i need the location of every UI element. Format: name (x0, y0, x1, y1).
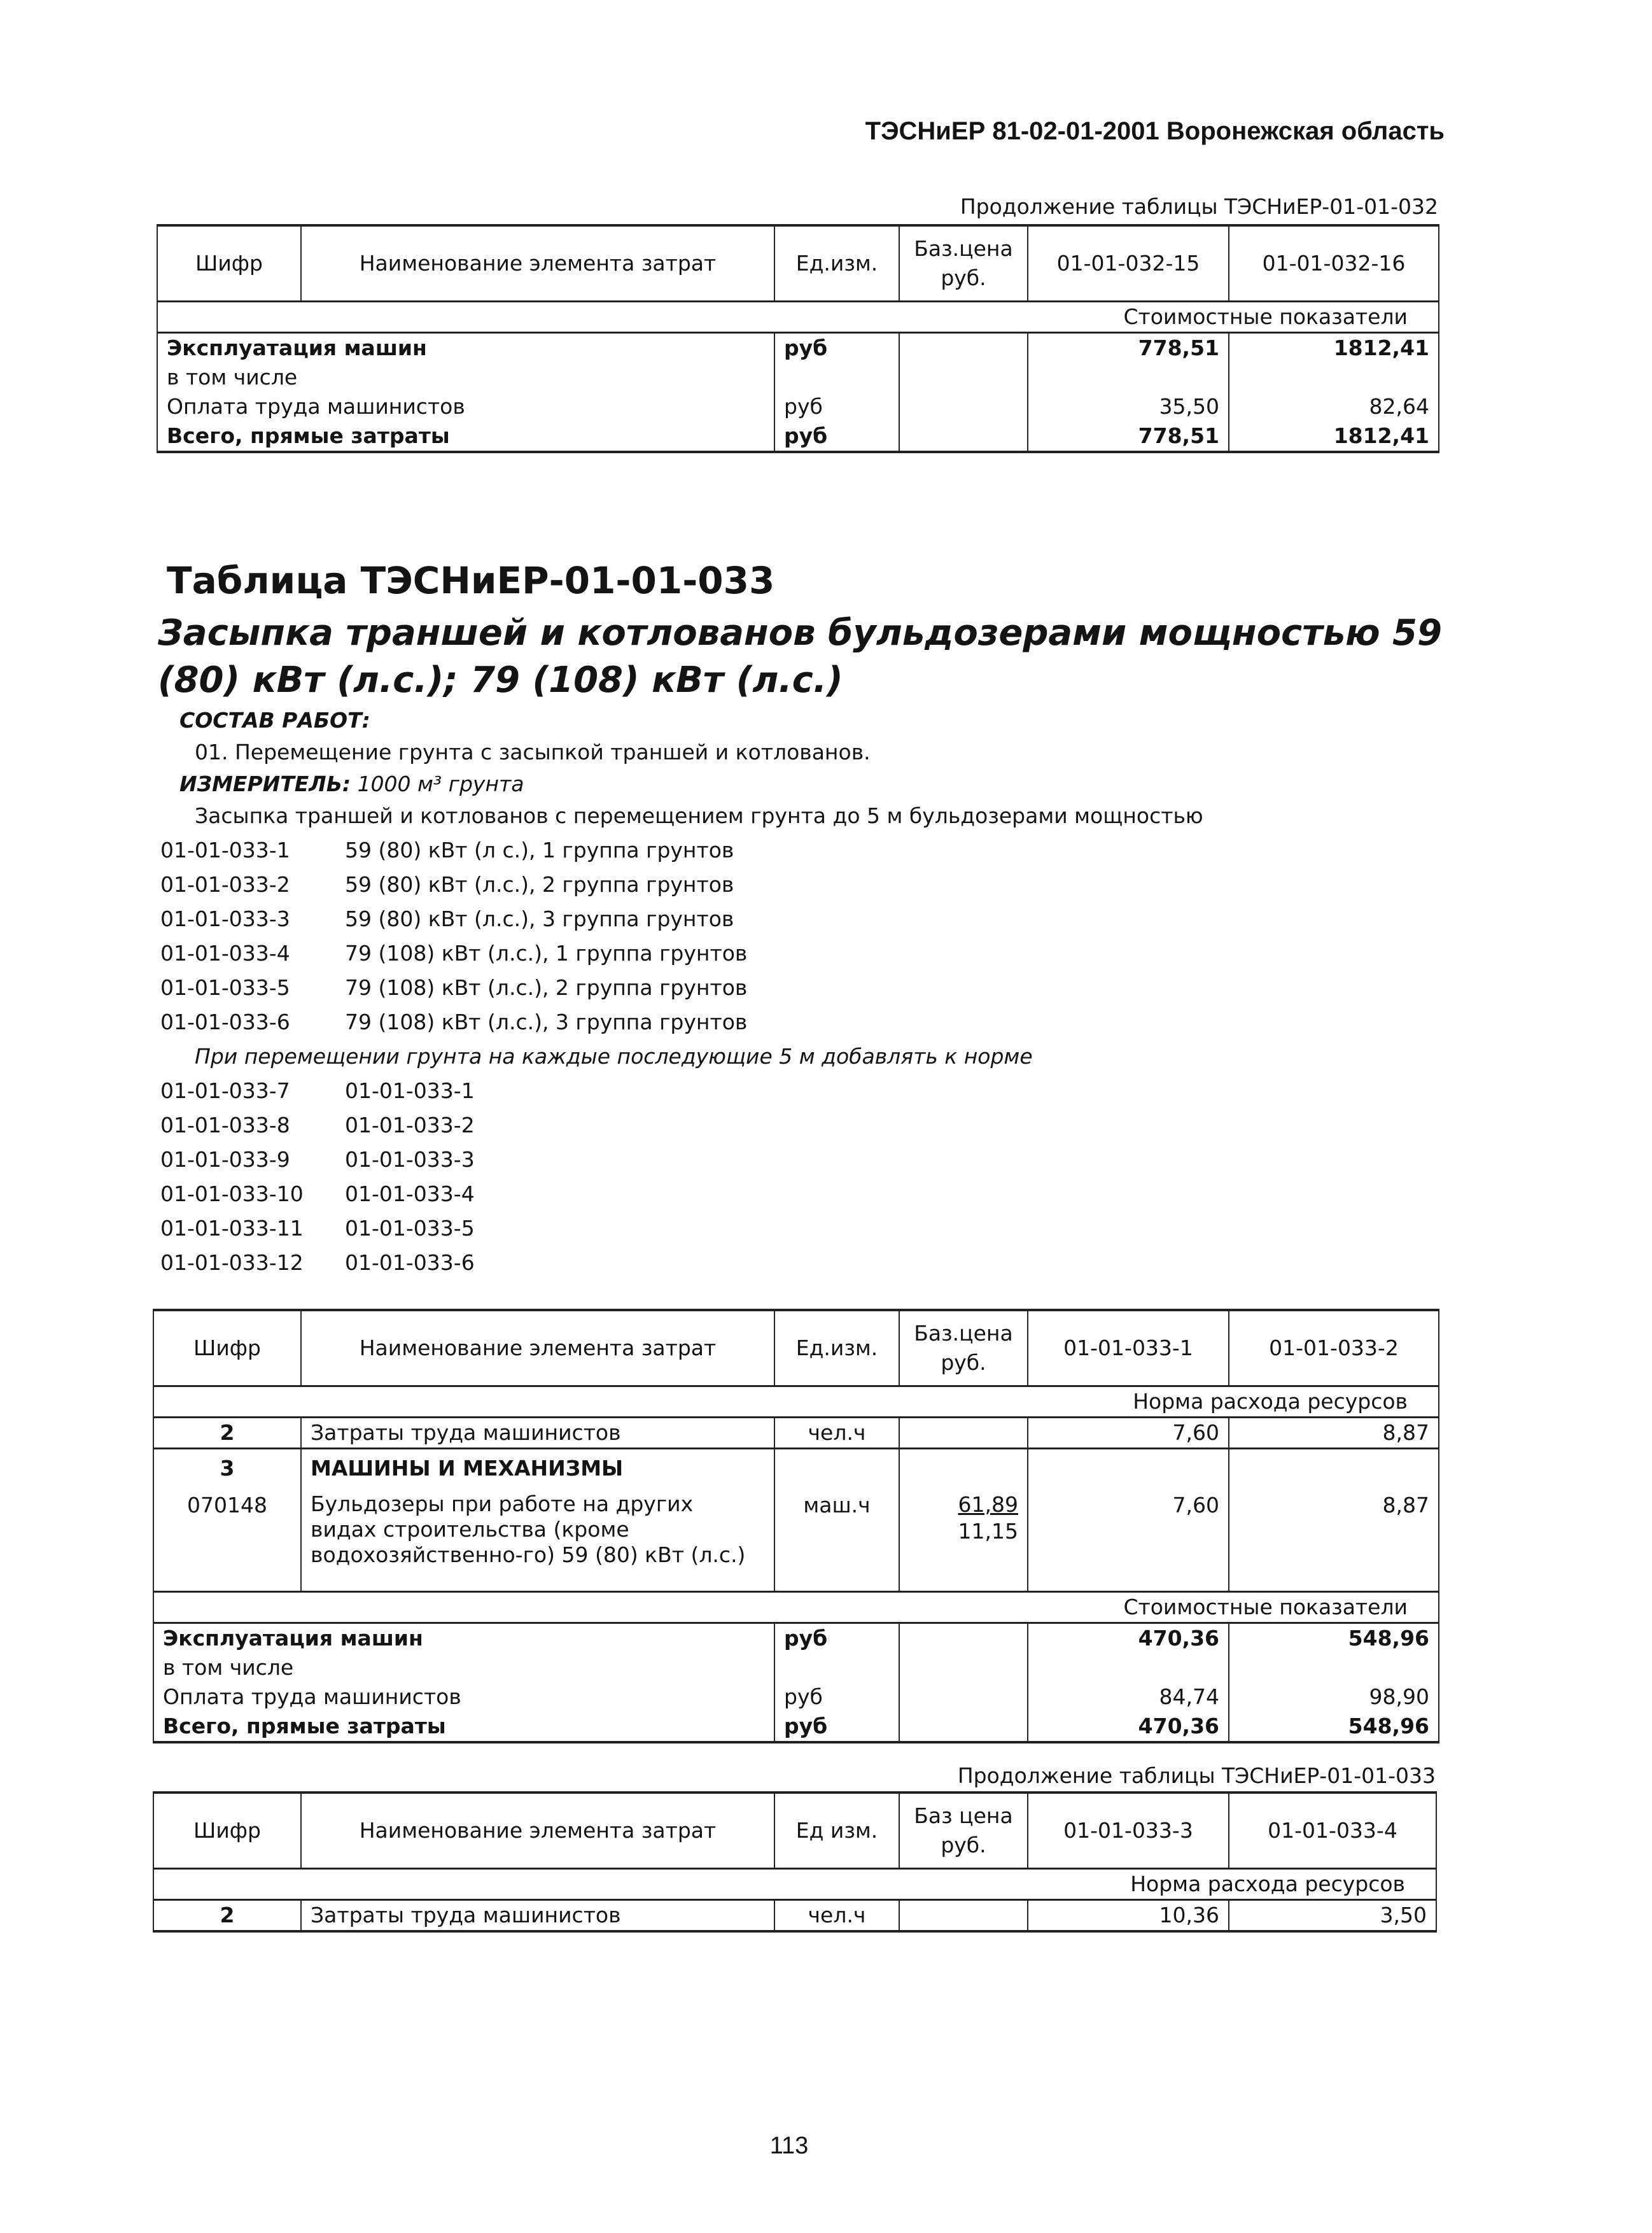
row-value-1: 84,74 (1028, 1682, 1229, 1712)
norm-text: 59 (80) кВт (л с.), 1 группа грунтов (345, 838, 734, 863)
section-label: Стоимостные показатели (153, 1592, 1439, 1623)
norm-code: 01-01-033-3 (160, 906, 290, 931)
norm-text: 59 (80) кВт (л.с.), 2 группа грунтов (345, 872, 734, 897)
measure-line (179, 771, 524, 796)
col-unit-header: Ед.изм. (774, 1310, 899, 1386)
measure-value: 1000 м³ грунта (357, 771, 524, 796)
col-norm2-header: 01-01-033-4 (1229, 1793, 1436, 1869)
table-subtitle: Засыпка траншей и котлованов бульдозерами мощностью 59 (80) кВт (л.с.); 79 (108) кВт (л.с.) (158, 612, 1442, 701)
row-value-1: 778,51 (1028, 333, 1229, 363)
row-name: Всего, прямые затраты (153, 1712, 774, 1742)
table1 (157, 224, 1439, 453)
norm-text: 79 (108) кВт (л.с.), 2 группа грунтов (345, 975, 748, 1000)
norm-code: 01-01-033-11 (160, 1216, 304, 1241)
table1-caption: Продолжение таблицы ТЭСНиЕР-01-01-032 (960, 194, 1438, 219)
row-name: Всего, прямые затраты (157, 421, 774, 452)
table2-header-row (153, 1310, 1439, 1386)
row-value-1: 470,36 (1028, 1623, 1229, 1654)
col-price-header: Баз.цена руб. (899, 225, 1028, 302)
row-value-2: 548,96 (1229, 1712, 1439, 1742)
col-price-header: Баз.цена руб. (899, 1310, 1028, 1386)
table3 (153, 1791, 1437, 1933)
norm-text: 01-01-033-6 (345, 1250, 475, 1275)
row-unit: руб (774, 1712, 899, 1742)
table-row (157, 363, 1439, 392)
table-row (153, 1449, 1439, 1488)
row-unit: руб (774, 1682, 899, 1712)
measure-label: ИЗМЕРИТЕЛЬ: (179, 771, 351, 796)
row-code: 2 (153, 1900, 301, 1932)
col-unit-header: Ед.изм. (774, 225, 899, 302)
col-name-header: Наименование элемента затрат (301, 1793, 774, 1869)
section-label: Норма расхода ресурсов (153, 1386, 1439, 1418)
norms-intro: Засыпка траншей и котлованов с перемещением грунта до 5 м бульдозерами мощностью (195, 803, 1203, 828)
row-name: МАШИНЫ И МЕХАНИЗМЫ (301, 1449, 774, 1488)
row-code: 2 (153, 1418, 301, 1449)
col-code-header: Шифр (153, 1310, 301, 1386)
row-unit: руб (774, 333, 899, 363)
row-value-2: 8,87 (1229, 1488, 1439, 1592)
table2-section-row (153, 1592, 1439, 1623)
running-header: ТЭСНиЕР 81-02-01-2001 Воронежская область (865, 117, 1445, 145)
row-value-1: 7,60 (1028, 1418, 1229, 1449)
norm-code: 01-01-033-10 (160, 1181, 304, 1206)
norm-text: 01-01-033-3 (345, 1147, 475, 1172)
table-row (153, 1712, 1439, 1742)
row-value-2: 1812,41 (1229, 421, 1439, 452)
table3-header-row (153, 1793, 1436, 1869)
norm-text: 59 (80) кВт (л.с.), 3 группа грунтов (345, 906, 734, 931)
row-price (899, 333, 1028, 363)
row-unit: маш.ч (774, 1488, 899, 1592)
table3-caption: Продолжение таблицы ТЭСНиЕР-01-01-033 (957, 1763, 1436, 1788)
row-value-2: 98,90 (1229, 1682, 1439, 1712)
col-code-header: Шифр (153, 1793, 301, 1869)
norm-code: 01-01-033-5 (160, 975, 290, 1000)
row-name: Эксплуатация машин (157, 333, 774, 363)
norm-code: 01-01-033-4 (160, 941, 290, 966)
row-code: 070148 (153, 1488, 301, 1592)
row-unit: руб (774, 1623, 899, 1654)
col-code-header: Шифр (157, 225, 301, 302)
row-code: 3 (153, 1449, 301, 1488)
norm-text: 01-01-033-4 (345, 1181, 475, 1206)
row-value-1: 778,51 (1028, 421, 1229, 452)
table1-header-row (157, 225, 1439, 302)
col-norm1-header: 01-01-033-1 (1028, 1310, 1229, 1386)
section-label: Норма расхода ресурсов (153, 1869, 1436, 1900)
row-unit: чел.ч (774, 1900, 899, 1932)
table-row (157, 421, 1439, 452)
price-wage: 11,15 (958, 1519, 1018, 1544)
table3-section-row (153, 1869, 1436, 1900)
row-name: Бульдозеры при работе на других видах строительства (кроме водохозяйственно-го) 59 (80) кВт (л.с.) (301, 1488, 774, 1592)
norm-code: 01-01-033-12 (160, 1250, 304, 1275)
table2-section-row (153, 1386, 1439, 1418)
col-norm1-header: 01-01-032-15 (1028, 225, 1229, 302)
table-row (153, 1653, 1439, 1682)
table-row (157, 333, 1439, 363)
table1-section-row (157, 302, 1439, 333)
norm-text: 01-01-033-1 (345, 1078, 475, 1103)
norm-text: 01-01-033-2 (345, 1113, 475, 1138)
row-value-1: 7,60 (1028, 1488, 1229, 1592)
row-value-2: 3,50 (1229, 1900, 1436, 1932)
norm-text: 79 (108) кВт (л.с.), 1 группа грунтов (345, 941, 748, 966)
norms-additional-intro: При перемещении грунта на каждые последующие 5 м добавлять к норме (195, 1044, 1033, 1069)
col-unit-header: Ед изм. (774, 1793, 899, 1869)
row-value-2: 82,64 (1229, 392, 1439, 421)
col-name-header: Наименование элемента затрат (301, 225, 774, 302)
row-unit: руб (774, 392, 899, 421)
row-value-2: 548,96 (1229, 1623, 1439, 1654)
row-name: Эксплуатация машин (153, 1623, 774, 1654)
table-title: Таблица ТЭСНиЕР-01-01-033 (167, 559, 775, 602)
price-machine: 61,89 (958, 1492, 1018, 1517)
row-name: Оплата труда машинистов (157, 392, 774, 421)
norm-code: 01-01-033-8 (160, 1113, 290, 1138)
col-name-header: Наименование элемента затрат (301, 1310, 774, 1386)
col-norm1-header: 01-01-033-3 (1028, 1793, 1229, 1869)
col-price-header: Баз цена руб. (899, 1793, 1028, 1869)
row-value-1: 470,36 (1028, 1712, 1229, 1742)
norm-text: 79 (108) кВт (л.с.), 3 группа грунтов (345, 1010, 748, 1034)
norm-code: 01-01-033-1 (160, 838, 290, 863)
table-row (153, 1488, 1439, 1592)
norm-code: 01-01-033-2 (160, 872, 290, 897)
table-row (153, 1418, 1439, 1449)
section-label: Стоимостные показатели (157, 302, 1439, 333)
row-name: в том числе (157, 363, 774, 392)
table-row (153, 1682, 1439, 1712)
table-row (153, 1900, 1436, 1932)
work-composition-item: 01. Перемещение грунта с засыпкой траншей и котлованов. (195, 740, 871, 764)
norm-text: 01-01-033-5 (345, 1216, 475, 1241)
row-unit: руб (774, 421, 899, 452)
row-unit: чел.ч (774, 1418, 899, 1449)
table-row (157, 392, 1439, 421)
work-composition-label: СОСТАВ РАБОТ: (179, 708, 370, 733)
table-row (153, 1623, 1439, 1654)
row-name: Затраты труда машинистов (301, 1418, 774, 1449)
row-name: Оплата труда машинистов (153, 1682, 774, 1712)
table2 (153, 1309, 1439, 1743)
norm-code: 01-01-033-7 (160, 1078, 290, 1103)
row-value-1: 10,36 (1028, 1900, 1229, 1932)
norm-code: 01-01-033-6 (160, 1010, 290, 1034)
row-value-2: 1812,41 (1229, 333, 1439, 363)
col-norm2-header: 01-01-032-16 (1229, 225, 1439, 302)
norm-code: 01-01-033-9 (160, 1147, 290, 1172)
row-value-2: 8,87 (1229, 1418, 1439, 1449)
col-norm2-header: 01-01-033-2 (1229, 1310, 1439, 1386)
row-name: в том числе (153, 1653, 774, 1682)
row-name: Затраты труда машинистов (301, 1900, 774, 1932)
row-price (899, 1488, 1028, 1592)
page-number: 113 (769, 2132, 809, 2159)
row-value-1: 35,50 (1028, 392, 1229, 421)
